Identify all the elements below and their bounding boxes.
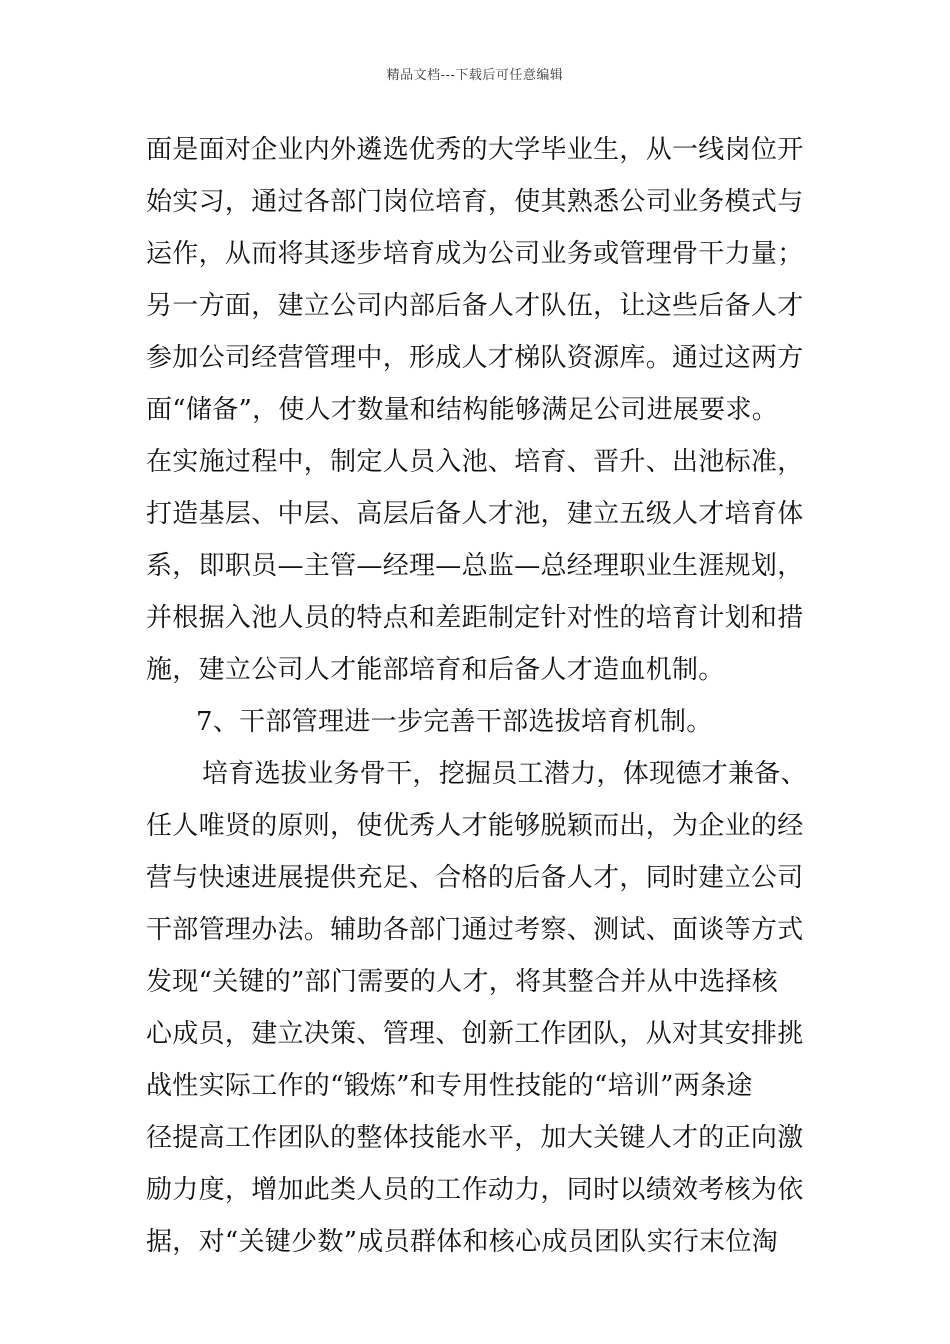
text-line: 励力度，增加此类人员的工作动力，同时以绩效考核为依 [146, 1175, 804, 1205]
body-text [146, 124, 812, 1268]
text-line: 运作，从而将其逐步培育成为公司业务或管理骨干力量； [146, 239, 804, 269]
section-heading: 7、干部管理进一步完善干部选拔培育机制。 [196, 707, 713, 737]
text-line: 打造基层、中层、高层后备人才池，建立五级人才培育体 [146, 499, 804, 529]
text-line: 干部管理办法。辅助各部门通过考察、测试、面谈等方式 [146, 915, 804, 945]
text-line: 培育选拔业务骨干，挖掘员工潜力，体现德才兼备、 [202, 759, 807, 789]
text-line: 在实施过程中，制定人员入池、培育、晋升、出池标准， [146, 447, 804, 477]
text-line: 战性实际工作的“锻炼”和专用性技能的“培训”两条途 [146, 1071, 753, 1101]
text-line: 径提高工作团队的整体技能水平，加大关键人才的正向激 [146, 1123, 804, 1153]
text-line: 并根据入池人员的特点和差距制定针对性的培育计划和措 [146, 603, 804, 633]
text-line: 发现“关键的”部门需要的人才，将其整合并从中选择核 [146, 967, 779, 997]
text-line: 另一方面，建立公司内部后备人才队伍，让这些后备人才 [146, 291, 804, 321]
text-line: 心成员，建立决策、管理、创新工作团队，从对其安排挑 [146, 1019, 804, 1049]
page-header: 精品文档---下载后可任意编辑 [386, 68, 564, 83]
text-line: 任人唯贤的原则，使优秀人才能够脱颖而出，为企业的经 [146, 811, 804, 841]
text-line: 面“储备”，使人才数量和结构能够满足公司进展要求。 [146, 395, 779, 425]
text-line: 系，即职员—主管—经理—总监—总经理职业生涯规划， [146, 551, 804, 581]
text-line: 参加公司经营管理中，形成人才梯队资源库。通过这两方 [146, 343, 804, 373]
text-line: 据，对“关键少数”成员群体和核心成员团队实行末位淘 [146, 1227, 779, 1257]
text-line: 面是面对企业内外遴选优秀的大学毕业生，从一线岗位开 [146, 135, 804, 165]
text-line: 营与快速进展提供充足、合格的后备人才，同时建立公司 [146, 863, 804, 893]
text-line: 始实习，通过各部门岗位培育，使其熟悉公司业务模式与 [146, 187, 804, 217]
text-line: 施，建立公司人才能部培育和后备人才造血机制。 [146, 655, 725, 685]
